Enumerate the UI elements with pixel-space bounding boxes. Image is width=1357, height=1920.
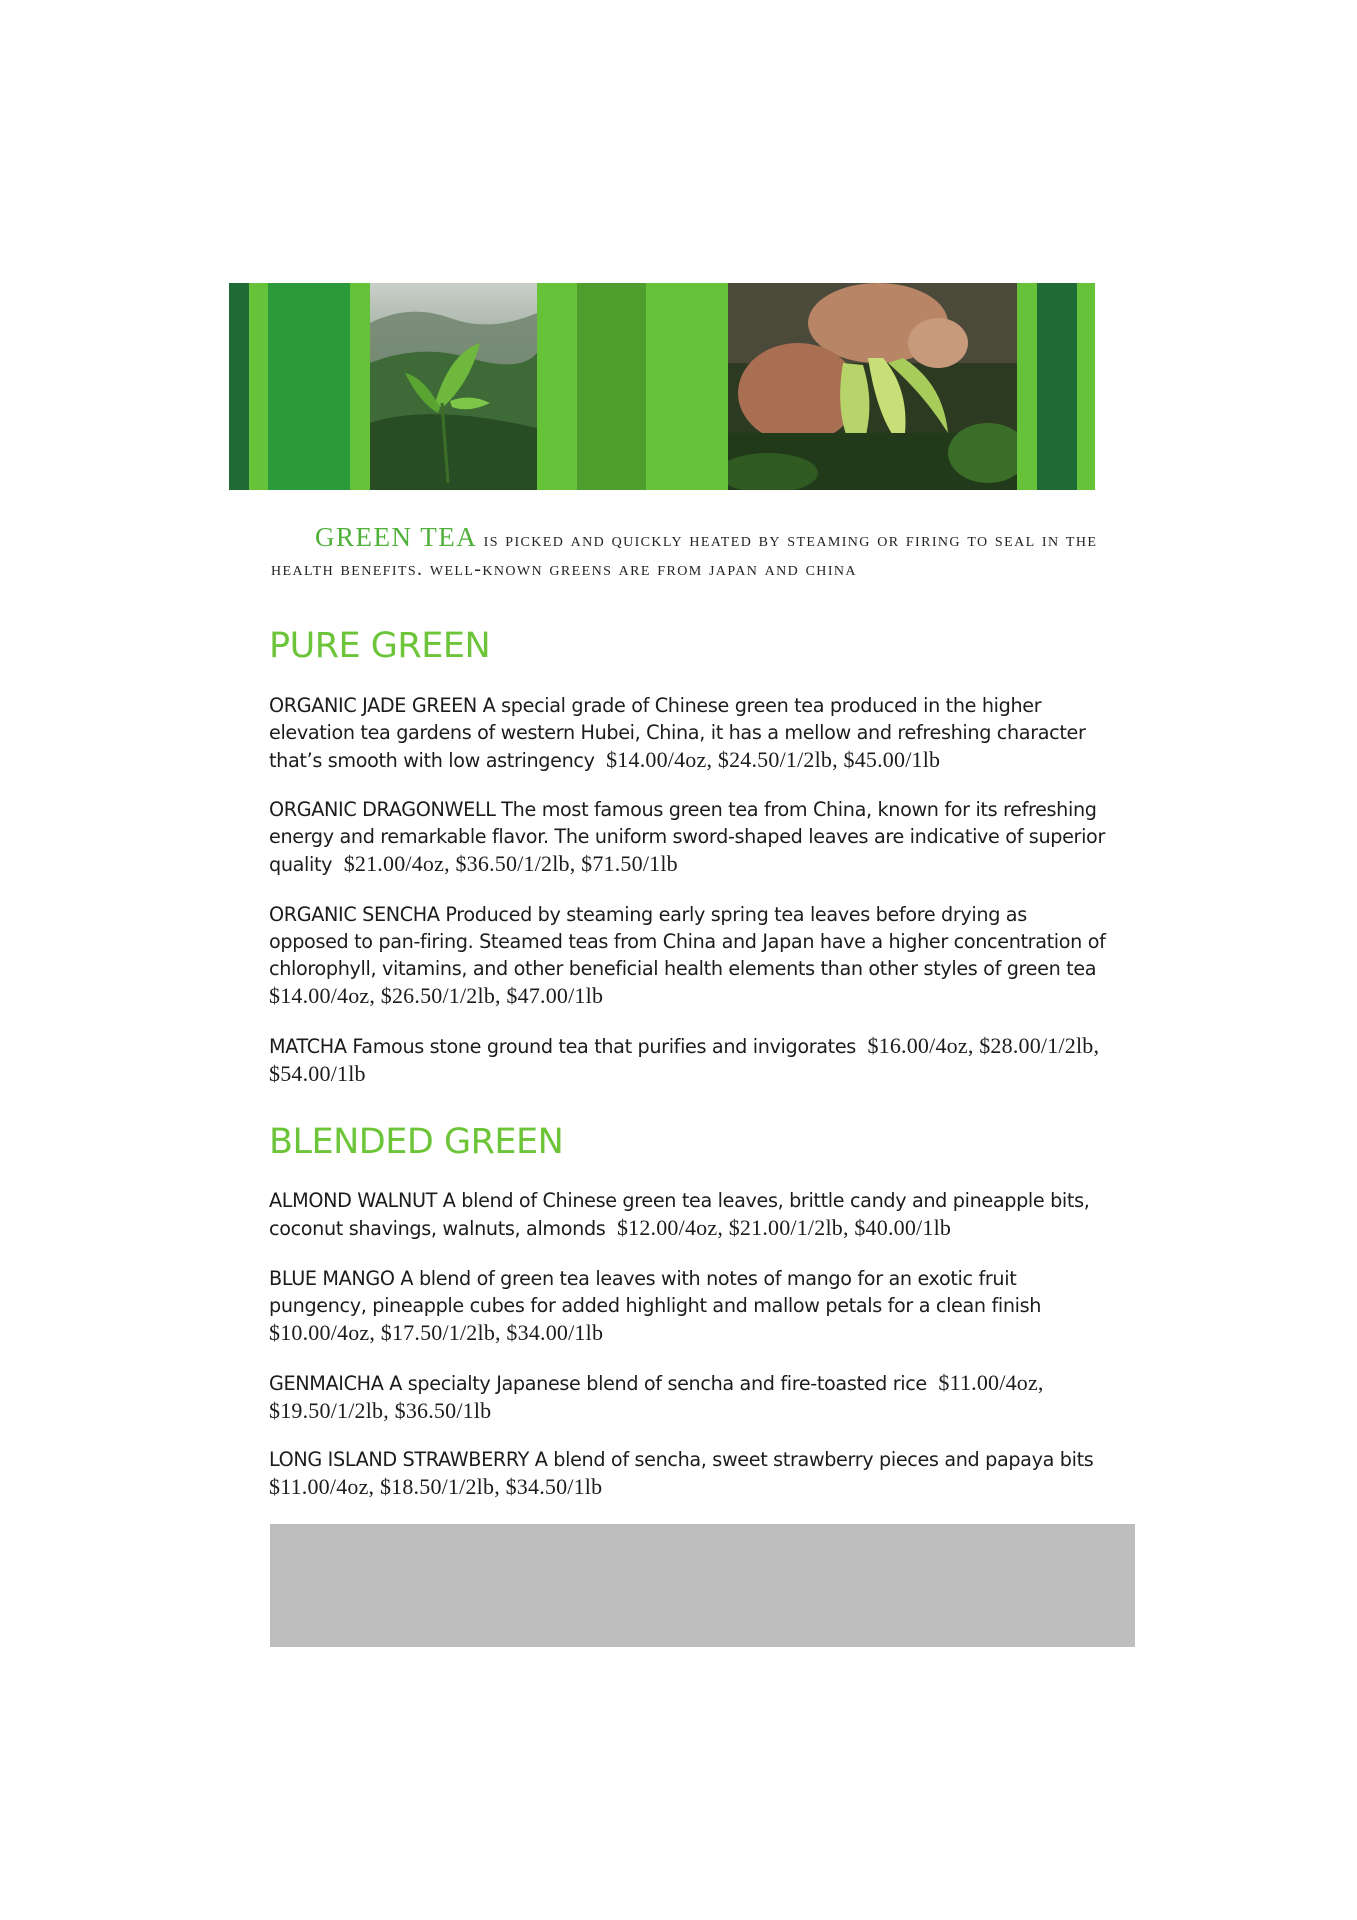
menu-item [269, 796, 1109, 878]
item-price: $11.00/4oz, $19.50/1/2lb, $36.50/1lb [269, 1370, 1044, 1423]
banner-stripe [1017, 283, 1037, 490]
menu-item [269, 1032, 1109, 1088]
banner-stripe [646, 283, 728, 490]
menu-item [269, 901, 1109, 1010]
item-price: $10.00/4oz, $17.50/1/2lb, $34.00/1lb [269, 1320, 604, 1345]
item-description: BLUE MANGO A blend of green tea leaves with notes of mango for an exotic fruit pungency, pineapple cubes for added highlight and mallow petals for a clean finish [269, 1267, 1042, 1317]
banner-stripe [537, 283, 577, 490]
intro-lead: GREEN TEA [315, 522, 478, 552]
item-price: $14.00/4oz, $24.50/1/2lb, $45.00/1lb [606, 747, 941, 772]
menu-item [269, 692, 1109, 774]
banner-stripe [229, 283, 249, 490]
banner-stripe [1077, 283, 1095, 490]
menu-item [269, 1369, 1109, 1425]
menu-item [269, 1446, 1109, 1501]
item-description: ALMOND WALNUT A blend of Chinese green tea leaves, brittle candy and pineapple bits, coconut shavings, walnuts, almonds [269, 1189, 1090, 1240]
item-price: $16.00/4oz, $28.00/1/2lb, $54.00/1lb [269, 1033, 1100, 1086]
menu-item [269, 1265, 1109, 1347]
tea-plantation-photo [370, 283, 537, 490]
tea-leaves-hand-photo [728, 283, 1017, 490]
banner-stripe [249, 283, 268, 490]
banner-stripe [268, 283, 350, 490]
section-heading-blended-green: BLENDED GREEN [269, 1122, 564, 1162]
item-description: ORGANIC DRAGONWELL The most famous green tea from China, known for its refreshing energy and remarkable flavor. The uniform sword-shaped leaves are indicative of superior quality [269, 798, 1105, 876]
item-price: $21.00/4oz, $36.50/1/2lb, $71.50/1lb [343, 851, 678, 876]
intro-paragraph [271, 523, 1101, 584]
item-price: $14.00/4oz, $26.50/1/2lb, $47.00/1lb [269, 983, 604, 1008]
section-heading-pure-green: PURE GREEN [269, 626, 491, 666]
item-description: ORGANIC JADE GREEN A special grade of Chinese green tea produced in the higher elevation tea gardens of western Hubei, China, it has a mellow and refreshing character that’s smooth with low astringency [269, 694, 1086, 772]
intro-text: is picked and quickly heated by steaming or firing to seal in the health benefits. well-known greens are from japan and china [271, 529, 1098, 580]
item-description: LONG ISLAND STRAWBERRY A blend of sencha, sweet strawberry pieces and papaya bits [269, 1448, 1094, 1471]
item-price: $11.00/4oz, $18.50/1/2lb, $34.50/1lb [269, 1474, 603, 1499]
item-description: MATCHA Famous stone ground tea that purifies and invigorates [269, 1035, 856, 1058]
menu-item [269, 1187, 1109, 1242]
item-description: ORGANIC SENCHA Produced by steaming early spring tea leaves before drying as opposed to pan-firing. Steamed teas from China and Japan have a higher concentration of chlorophyll, vitamins, and other beneficial health elements than other styles of green tea [269, 903, 1106, 980]
banner-stripe [577, 283, 646, 490]
gray-placeholder-box [270, 1524, 1135, 1647]
banner-stripe [1037, 283, 1077, 490]
banner-stripe [350, 283, 370, 490]
item-price: $12.00/4oz, $21.00/1/2lb, $40.00/1lb [616, 1215, 952, 1240]
item-description: GENMAICHA A specialty Japanese blend of sencha and fire-toasted rice [269, 1372, 927, 1395]
header-banner [229, 283, 1135, 490]
